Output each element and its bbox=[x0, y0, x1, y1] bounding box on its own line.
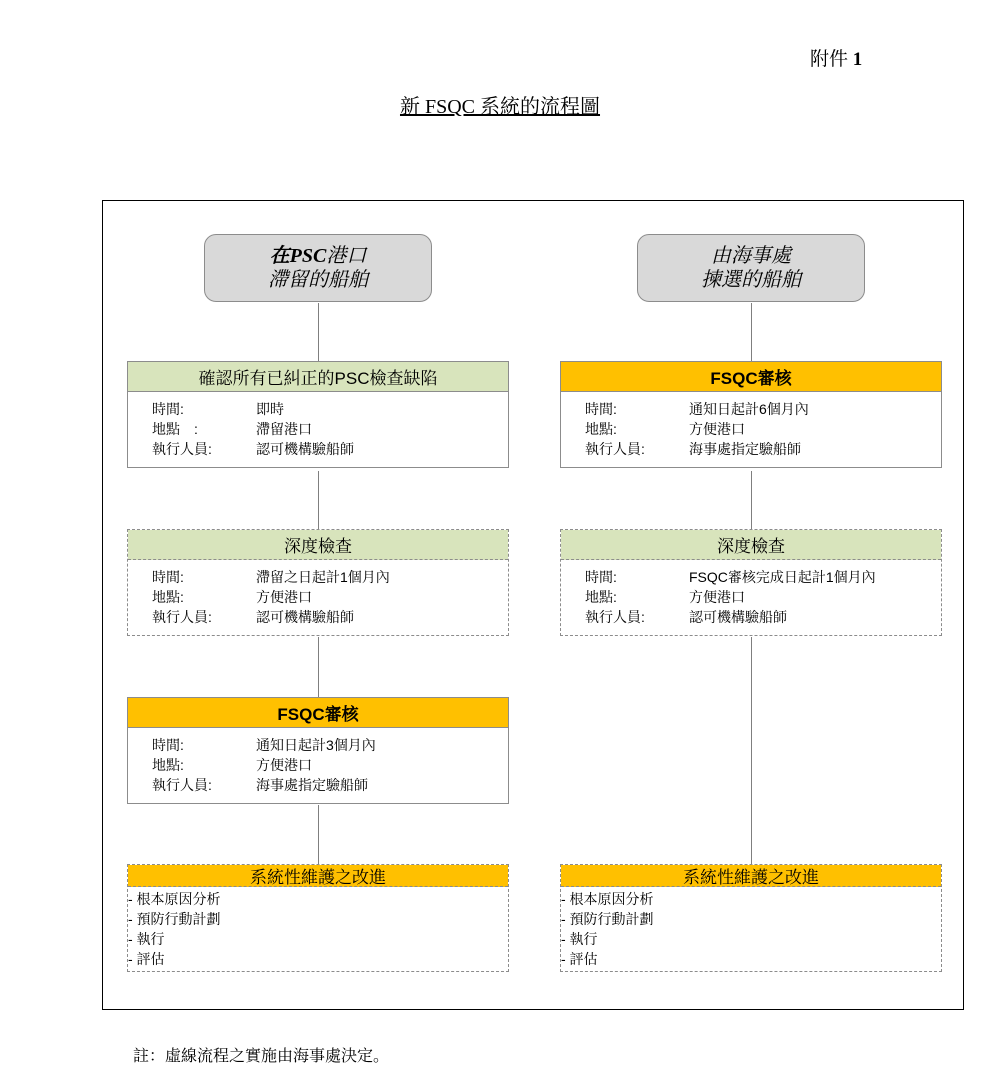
row-label: 執行人員: bbox=[585, 441, 645, 457]
row-value: 方便港口 bbox=[689, 421, 745, 437]
right-stage-in-depth-inspection bbox=[560, 529, 942, 636]
row-value: 通知日起計3個月內 bbox=[256, 737, 376, 753]
left-stage2-row-personnel bbox=[128, 607, 508, 627]
flowchart-frame bbox=[102, 200, 964, 1010]
right-start-node bbox=[637, 234, 865, 302]
right-stage2-row-personnel bbox=[561, 607, 941, 627]
row-value: FSQC審核完成日起計1個月內 bbox=[689, 569, 876, 585]
row-label: 地點 : bbox=[152, 421, 198, 437]
right-stage1-row-personnel bbox=[561, 439, 941, 459]
left-stage1-header: 確認所有已糾正的PSC檢查缺陷 bbox=[128, 362, 508, 392]
row-label: 時間: bbox=[585, 401, 617, 417]
row-value: 即時 bbox=[256, 401, 284, 417]
left-connector-1 bbox=[318, 303, 319, 361]
row-value: 認可機構驗船師 bbox=[256, 441, 354, 457]
right-connector-1 bbox=[751, 303, 752, 361]
left-start-line1-bold: 在PSC bbox=[269, 245, 327, 267]
left-stage3-row-place bbox=[128, 755, 508, 775]
list-item: - 根本原因分析 bbox=[128, 891, 221, 907]
left-stage2-row-place bbox=[128, 587, 508, 607]
row-value: 滯留港口 bbox=[256, 421, 312, 437]
left-start-node bbox=[204, 234, 432, 302]
left-start-line2: 滯留的船舶 bbox=[268, 269, 368, 291]
left-start-line1 bbox=[270, 244, 367, 268]
list-item: - 根本原因分析 bbox=[561, 891, 654, 907]
left-stage1-row-time bbox=[128, 399, 508, 419]
page-title: 新 FSQC 系統的流程圖 bbox=[399, 96, 601, 118]
row-label: 地點: bbox=[585, 589, 617, 605]
left-connector-3 bbox=[318, 637, 319, 697]
list-item: - 執行 bbox=[128, 931, 165, 947]
row-value: 認可機構驗船師 bbox=[256, 609, 354, 625]
list-item: - 預防行動計劃 bbox=[561, 911, 654, 927]
row-label: 執行人員: bbox=[152, 777, 212, 793]
annex-label bbox=[810, 44, 862, 71]
row-value: 方便港口 bbox=[256, 757, 312, 773]
list-item: - 預防行動計劃 bbox=[128, 911, 221, 927]
right-stage2-row-time bbox=[561, 567, 941, 587]
left-stage2-row-time bbox=[128, 567, 508, 587]
row-label: 時間: bbox=[152, 401, 184, 417]
row-value: 認可機構驗船師 bbox=[689, 609, 787, 625]
row-value: 方便港口 bbox=[689, 589, 745, 605]
row-label: 時間: bbox=[152, 569, 184, 585]
right-stage-fsqc-audit bbox=[560, 361, 942, 468]
right-stage2-row-place bbox=[561, 587, 941, 607]
left-stage3-row-personnel bbox=[128, 775, 508, 795]
annex-prefix: 附件 bbox=[810, 49, 849, 70]
left-stage3-row-time bbox=[128, 735, 508, 755]
right-stage1-row-place bbox=[561, 419, 941, 439]
right-connector-3 bbox=[751, 637, 752, 867]
row-value: 滯留之日起計1個月內 bbox=[256, 569, 390, 585]
left-start-line1-rest: 港口 bbox=[326, 245, 367, 267]
row-label: 執行人員: bbox=[585, 609, 645, 625]
left-stage-verify-deficiencies bbox=[127, 361, 509, 468]
row-label: 時間: bbox=[585, 569, 617, 585]
row-value: 方便港口 bbox=[256, 589, 312, 605]
left-stage1-row-personnel bbox=[128, 439, 508, 459]
left-stage1-row-place bbox=[128, 419, 508, 439]
row-label: 時間: bbox=[152, 737, 184, 753]
row-label: 地點: bbox=[152, 589, 184, 605]
row-value: 海事處指定驗船師 bbox=[689, 441, 801, 457]
left-stage2-header: 深度檢查 bbox=[128, 530, 508, 560]
list-item: - 評估 bbox=[561, 951, 598, 967]
annex-number: 1 bbox=[852, 49, 863, 70]
left-stage3-header: FSQC審核 bbox=[128, 698, 508, 728]
footnote: 註：虛線流程之實施由海事處決定。 bbox=[133, 1048, 390, 1065]
left-stage4-header: 系統性維護之改進 bbox=[128, 865, 508, 887]
left-stage-systematic-improvement bbox=[127, 864, 509, 972]
left-stage-in-depth-inspection bbox=[127, 529, 509, 636]
right-stage1-row-time bbox=[561, 399, 941, 419]
left-connector-4 bbox=[318, 805, 319, 867]
right-stage1-header: FSQC審核 bbox=[561, 362, 941, 392]
row-label: 執行人員: bbox=[152, 609, 212, 625]
list-item: - 執行 bbox=[561, 931, 598, 947]
right-connector-2 bbox=[751, 471, 752, 529]
row-value: 通知日起計6個月內 bbox=[689, 401, 809, 417]
row-label: 地點: bbox=[585, 421, 617, 437]
right-stage4-header: 系統性維護之改進 bbox=[561, 865, 941, 887]
right-stage-systematic-improvement bbox=[560, 864, 942, 972]
left-connector-2 bbox=[318, 471, 319, 529]
right-stage2-header: 深度檢查 bbox=[561, 530, 941, 560]
right-start-line2: 揀選的船舶 bbox=[701, 269, 801, 291]
list-item: - 評估 bbox=[128, 951, 165, 967]
row-label: 地點: bbox=[152, 757, 184, 773]
row-label: 執行人員: bbox=[152, 441, 212, 457]
right-start-line1: 由海事處 bbox=[711, 245, 791, 267]
left-stage-fsqc-audit bbox=[127, 697, 509, 804]
row-value: 海事處指定驗船師 bbox=[256, 777, 368, 793]
